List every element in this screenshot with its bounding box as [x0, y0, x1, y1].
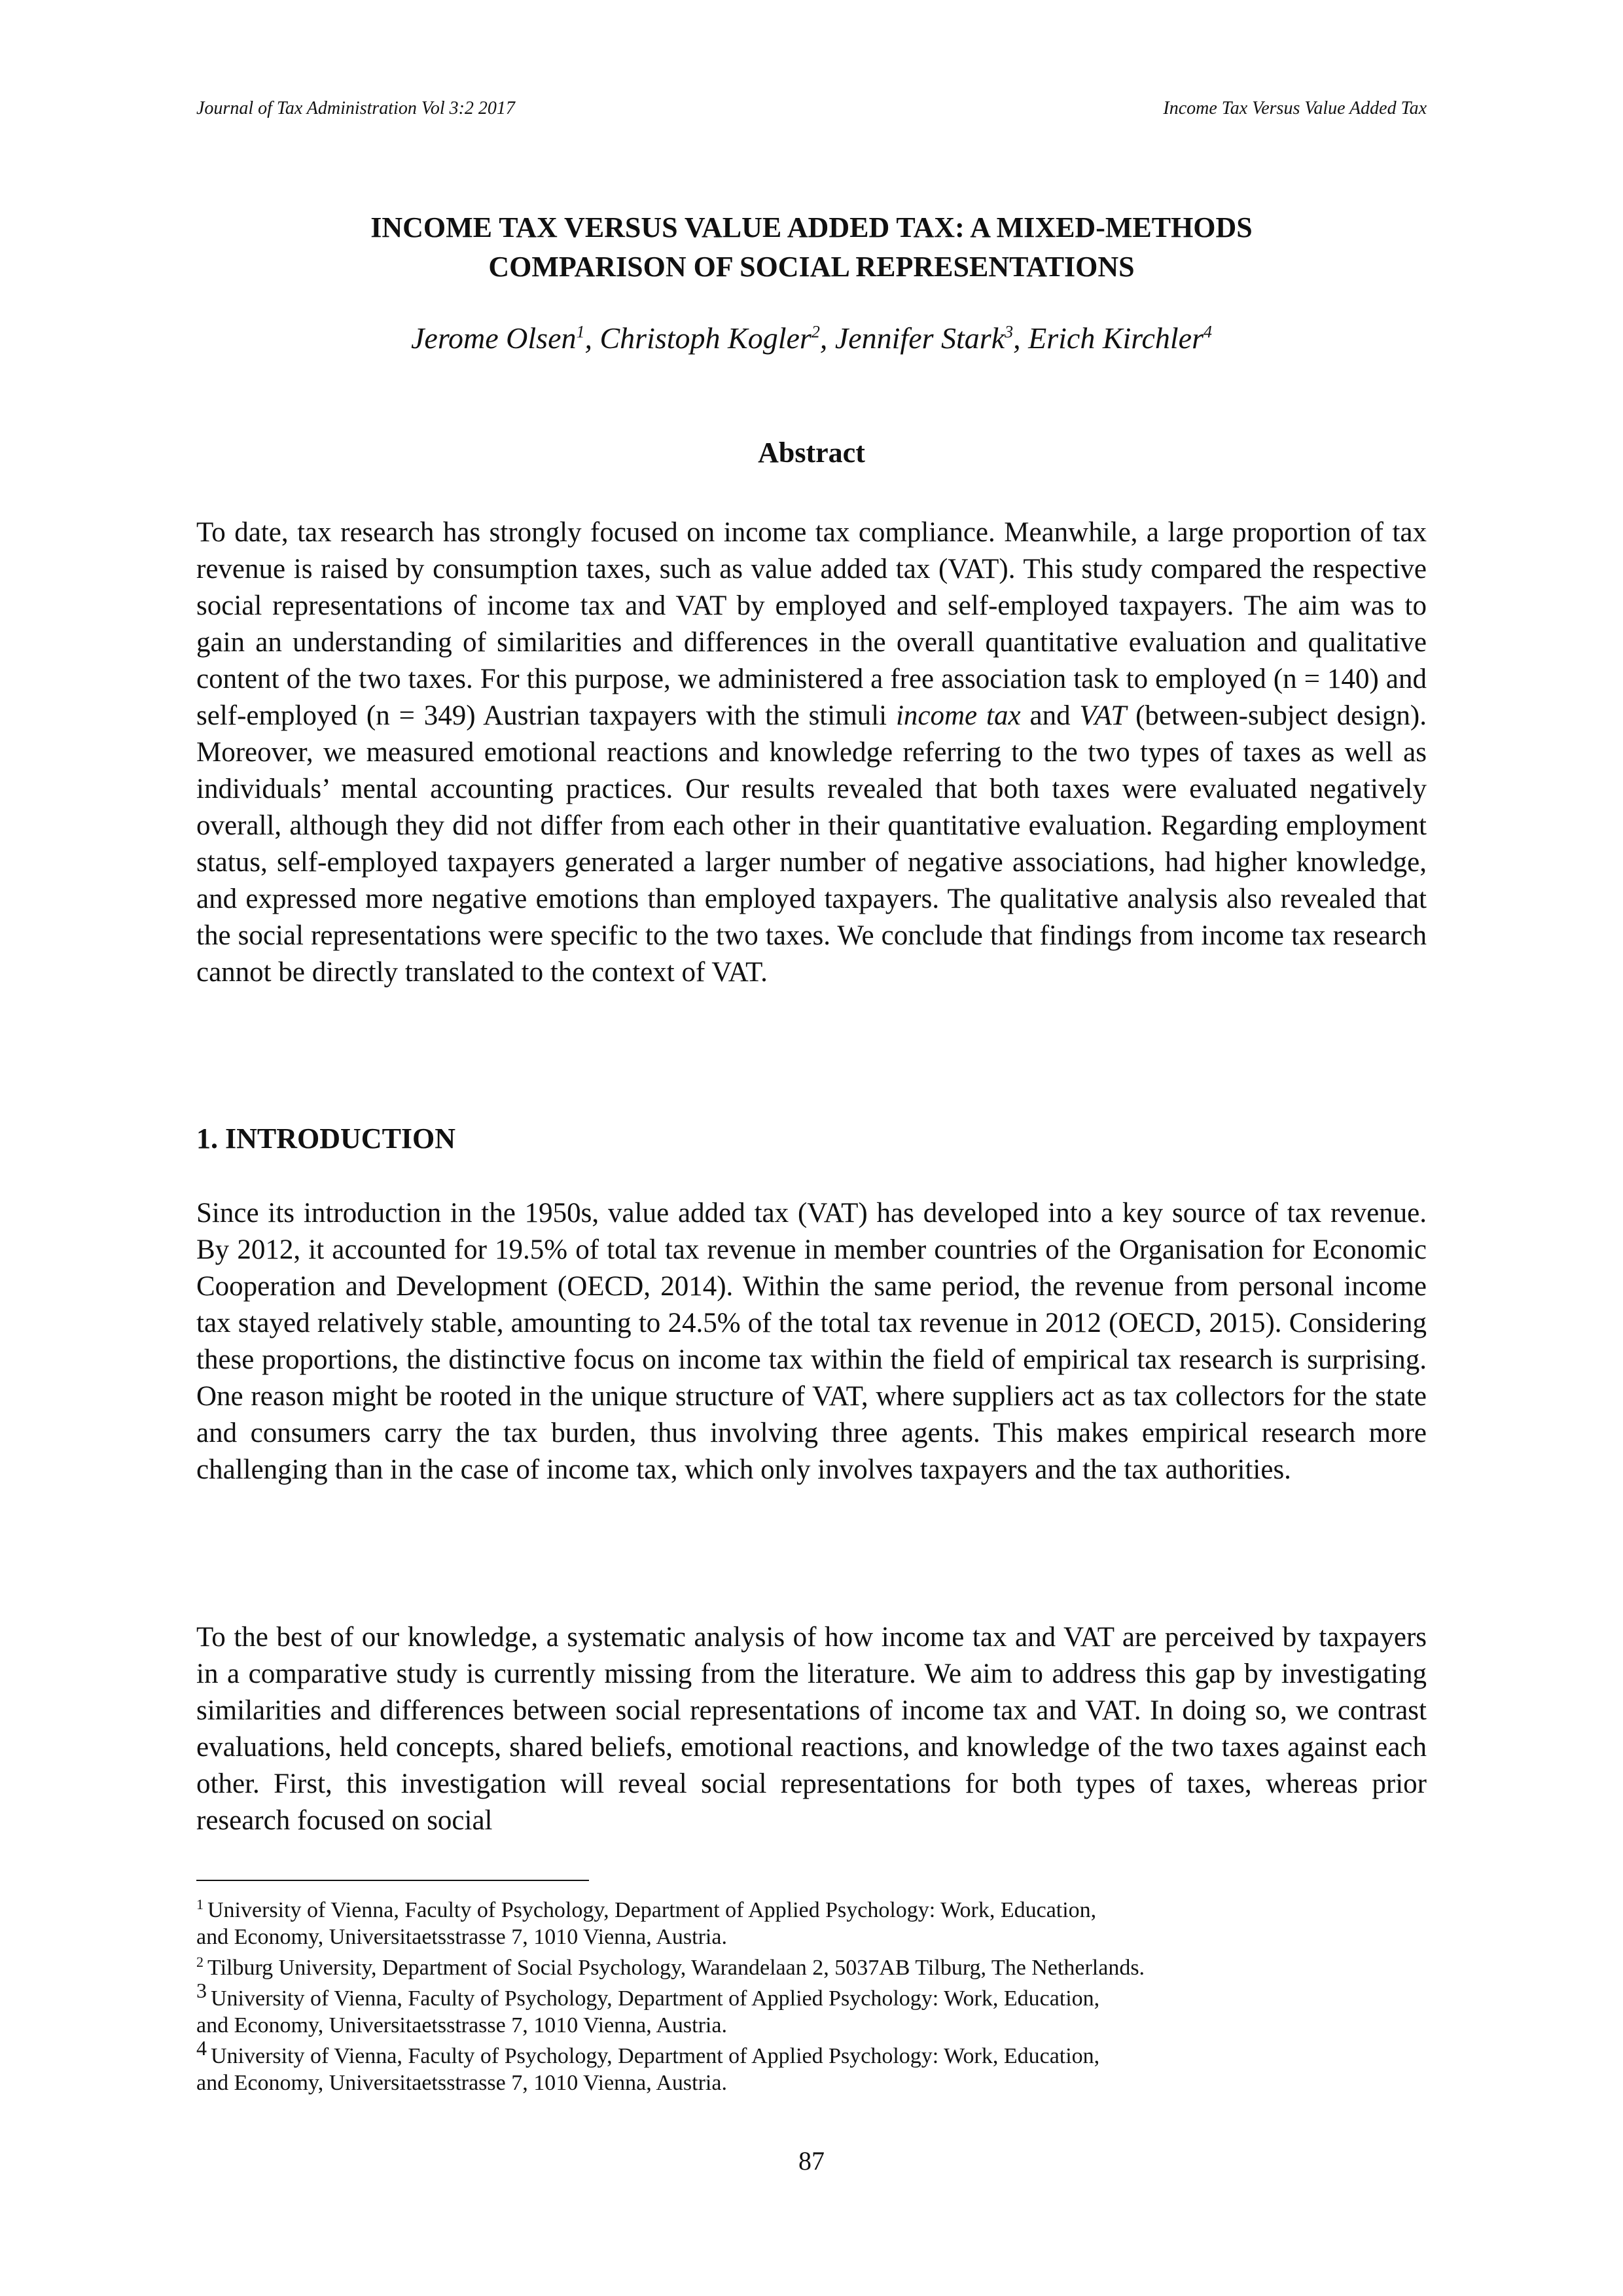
paper-title-line-1: INCOME TAX VERSUS VALUE ADDED TAX: A MIXED-METHODS	[370, 211, 1253, 243]
body-paragraph: To the best of our knowledge, a systematic analysis of how income tax and VAT are perceived by taxpayers in a comparative study is currently missing from the literature. We aim to address this gap by investigating similarities and differences between social representations of income tax and VAT. In doing so, we contrast evaluations, held concepts, shared beliefs, emotional reactions, and knowledge of the two taxes against each other. First, this investigation will reveal social representations for both types of taxes, whereas prior research focused on social	[196, 1622, 1427, 1836]
footnotes	[196, 1897, 1427, 2100]
footnote	[196, 2036, 1427, 2096]
running-title: Income Tax Versus Value Added Tax	[1163, 98, 1427, 118]
footnote-mark: 1	[196, 1895, 204, 1912]
running-header	[196, 98, 1427, 124]
footnote-text: University of Vienna, Faculty of Psychology, Department of Applied Psychology: Work, Education,	[211, 2044, 1100, 2068]
author-list	[196, 321, 1427, 355]
footnote	[196, 1954, 1427, 1981]
author-affiliation-mark: 3	[1005, 322, 1014, 342]
author-affiliation-mark: 1	[576, 322, 585, 342]
footnote-text: University of Vienna, Faculty of Psychology, Department of Applied Psychology: Work, Education,	[211, 1986, 1100, 2011]
footnote-text: and Economy, Universitaetsstrasse 7, 1010 Vienna, Austria.	[196, 2013, 727, 2037]
author-separator: ,	[819, 321, 835, 355]
author-separator: ,	[584, 321, 600, 355]
author-affiliation-mark: 2	[811, 322, 820, 342]
abstract-italic-term: VAT	[1079, 700, 1127, 731]
paper-title	[196, 208, 1427, 287]
abstract-text-part: and	[1020, 700, 1080, 731]
author-name: Jennifer Stark	[834, 321, 1005, 355]
abstract-text-part: To date, tax research has strongly focused on income tax compliance. Meanwhile, a large proportion of tax revenue is raised by consumption taxes, such as value added tax (VAT). This study compared the respective social representations of income tax and VAT by employed and self-employed taxpayers. The aim was to gain an understanding of similarities and differences in the overall quantitative evaluation and qualitative content of the two taxes. For this purpose, we administered a free association task to employed (n = 140) and self-employed (n = 349) Austrian taxpayers with the stimuli	[196, 517, 1427, 731]
footnote	[196, 1897, 1427, 1950]
section-heading-introduction: 1. INTRODUCTION	[196, 1122, 456, 1155]
footnote-divider	[196, 1880, 589, 1881]
paper-title-line-2: COMPARISON OF SOCIAL REPRESENTATIONS	[488, 251, 1135, 283]
footnote-mark: 2	[196, 1953, 204, 1970]
author-separator: ,	[1013, 321, 1029, 355]
footnote-text: Tilburg University, Department of Social Psychology, Warandelaan 2, 5037AB Tilburg, The Netherlands.	[207, 1956, 1145, 1980]
author-name: Jerome Olsen	[411, 321, 577, 355]
footnote-text: and Economy, Universitaetsstrasse 7, 1010 Vienna, Austria.	[196, 2071, 727, 2095]
footnote-mark: 3	[196, 1978, 207, 2002]
footnote-mark: 4	[196, 2036, 207, 2060]
footnote-text: University of Vienna, Faculty of Psychology, Department of Applied Psychology: Work, Education,	[207, 1898, 1097, 1922]
abstract-text-part: (between-subject design). Moreover, we measured emotional reactions and knowledge referring to the two types of taxes as well as individuals’ mental accounting practices. Our results revealed that both taxes were evaluated negatively overall, although they did not differ from each other in their quantitative evaluation. Regarding employment status, self-employed taxpayers generated a larger number of negative associations, had higher knowledge, and expressed more negative emotions than employed taxpayers. The qualitative analysis also revealed that the social representations were specific to the two taxes. We conclude that findings from income tax research cannot be directly translated to the context of VAT.	[196, 700, 1427, 988]
abstract-heading: Abstract	[758, 437, 865, 469]
author-name: Christoph Kogler	[599, 321, 812, 355]
journal-name: Journal of Tax Administration Vol 3:2 2017	[196, 98, 515, 118]
footnote-text: and Economy, Universitaetsstrasse 7, 1010 Vienna, Austria.	[196, 1925, 727, 1949]
body-paragraph: Since its introduction in the 1950s, value added tax (VAT) has developed into a key source of tax revenue. By 2012, it accounted for 19.5% of total tax revenue in member countries of the Organisation for Economic Cooperation and Development (OECD, 2014). Within the same period, the revenue from personal income tax stayed relatively stable, amounting to 24.5% of the total tax revenue in 2012 (OECD, 2015). Considering these proportions, the distinctive focus on income tax within the field of empirical tax research is surprising. One reason might be rooted in the unique structure of VAT, where suppliers act as tax collectors for the state and consumers carry the tax burden, thus involving three agents. This makes empirical research more challenging than in the case of income tax, which only involves taxpayers and the tax authorities.	[196, 1198, 1427, 1485]
abstract-italic-term: income tax	[895, 700, 1021, 731]
abstract-paragraph	[196, 514, 1427, 991]
author-affiliation-mark: 4	[1204, 322, 1212, 342]
footnote	[196, 1978, 1427, 2039]
author-name: Erich Kirchler	[1028, 321, 1204, 355]
page-number: 87	[798, 2146, 825, 2176]
